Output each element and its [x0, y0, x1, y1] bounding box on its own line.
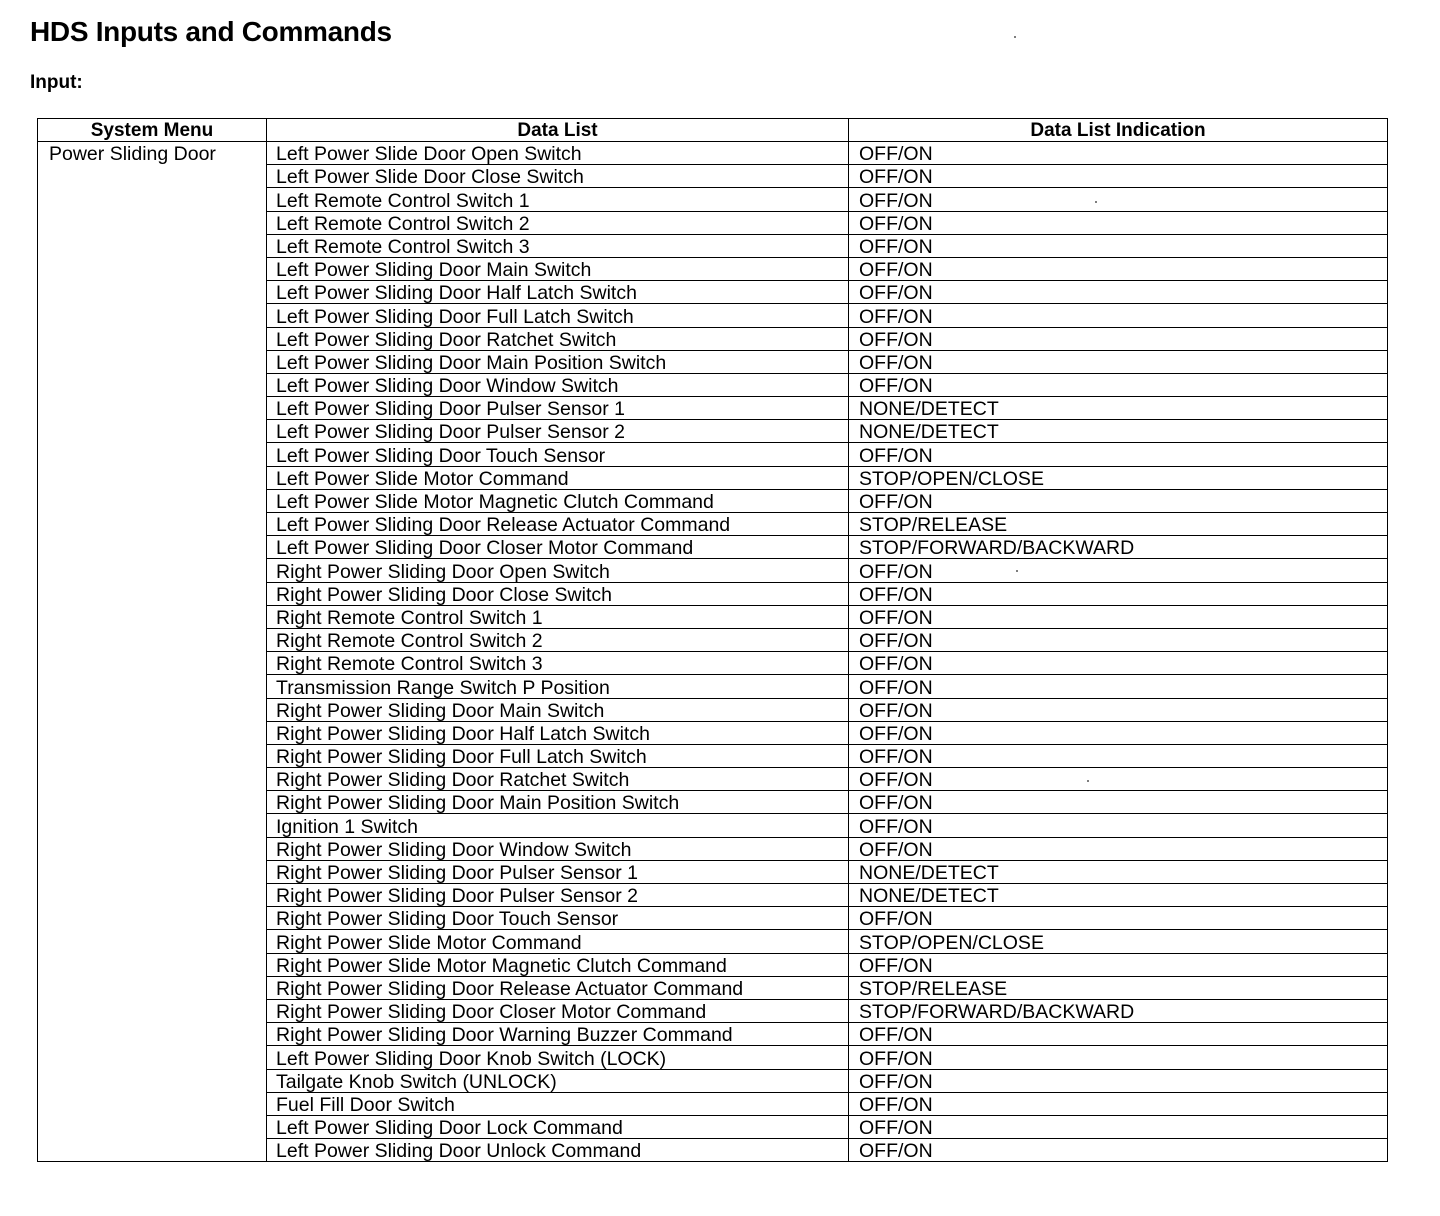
data-list-item: Left Power Sliding Door Closer Motor Command — [267, 536, 849, 559]
header-system-menu: System Menu — [38, 119, 267, 142]
data-list-item: Left Power Sliding Door Half Latch Switch — [267, 281, 849, 304]
data-list-indication: OFF/ON — [849, 953, 1388, 976]
data-list-indication: OFF/ON — [849, 744, 1388, 767]
data-list-item: Right Power Sliding Door Ratchet Switch — [267, 768, 849, 791]
data-list-item: Left Power Sliding Door Touch Sensor — [267, 443, 849, 466]
data-list-item: Right Power Sliding Door Main Switch — [267, 698, 849, 721]
data-list-indication: OFF/ON — [849, 791, 1388, 814]
data-list-item: Left Power Sliding Door Window Switch — [267, 373, 849, 396]
system-menu-cell: Power Sliding Door — [38, 142, 267, 1162]
data-list-item: Right Power Sliding Door Window Switch — [267, 837, 849, 860]
data-list-indication: OFF/ON — [849, 582, 1388, 605]
data-list-indication: STOP/OPEN/CLOSE — [849, 930, 1388, 953]
data-list-indication: STOP/FORWARD/BACKWARD — [849, 999, 1388, 1022]
data-list-indication: OFF/ON — [849, 1046, 1388, 1069]
data-list-item: Left Power Sliding Door Main Position Switch — [267, 350, 849, 373]
data-list-indication: OFF/ON — [849, 188, 1388, 211]
scan-speck — [1095, 201, 1097, 203]
data-list-item: Left Power Sliding Door Lock Command — [267, 1115, 849, 1138]
scan-speck — [1087, 780, 1089, 782]
scan-speck — [1016, 570, 1018, 572]
data-list-item: Right Remote Control Switch 1 — [267, 605, 849, 628]
table-body — [38, 142, 1388, 1162]
header-data-list-indication: Data List Indication — [849, 119, 1388, 142]
data-list-indication: OFF/ON — [849, 327, 1388, 350]
data-list-item: Left Power Sliding Door Pulser Sensor 1 — [267, 397, 849, 420]
data-list-item: Left Power Sliding Door Pulser Sensor 2 — [267, 420, 849, 443]
data-list-indication: OFF/ON — [849, 675, 1388, 698]
data-list-indication: OFF/ON — [849, 1092, 1388, 1115]
header-data-list: Data List — [267, 119, 849, 142]
page-title: HDS Inputs and Commands — [30, 16, 392, 47]
data-list-item: Transmission Range Switch P Position — [267, 675, 849, 698]
data-list-item: Left Power Sliding Door Main Switch — [267, 257, 849, 280]
data-list-indication: NONE/DETECT — [849, 884, 1388, 907]
data-list-item: Right Power Sliding Door Touch Sensor — [267, 907, 849, 930]
data-list-item: Left Remote Control Switch 3 — [267, 234, 849, 257]
table-header-row — [38, 119, 1388, 142]
data-list-indication: OFF/ON — [849, 234, 1388, 257]
data-list-item: Right Power Slide Motor Magnetic Clutch Command — [267, 953, 849, 976]
data-list-indication: OFF/ON — [849, 350, 1388, 373]
data-list-item: Fuel Fill Door Switch — [267, 1092, 849, 1115]
data-list-item: Left Power Slide Door Open Switch — [267, 142, 849, 165]
data-list-item: Right Power Sliding Door Half Latch Switch — [267, 721, 849, 744]
data-list-item: Left Remote Control Switch 2 — [267, 211, 849, 234]
data-list-indication: OFF/ON — [849, 605, 1388, 628]
data-list-indication: OFF/ON — [849, 373, 1388, 396]
scan-speck — [1014, 36, 1016, 38]
data-list-item: Right Power Sliding Door Release Actuator Command — [267, 976, 849, 999]
data-list-indication: OFF/ON — [849, 211, 1388, 234]
data-list-indication: STOP/FORWARD/BACKWARD — [849, 536, 1388, 559]
data-list-item: Right Power Sliding Door Closer Motor Command — [267, 999, 849, 1022]
data-list-indication: STOP/OPEN/CLOSE — [849, 466, 1388, 489]
data-list-indication: OFF/ON — [849, 281, 1388, 304]
data-list-item: Left Power Sliding Door Unlock Command — [267, 1139, 849, 1162]
data-list-indication: NONE/DETECT — [849, 860, 1388, 883]
data-list-indication: NONE/DETECT — [849, 397, 1388, 420]
data-list-item: Right Power Sliding Door Pulser Sensor 2 — [267, 884, 849, 907]
data-list-item: Left Remote Control Switch 1 — [267, 188, 849, 211]
data-list-item: Right Power Sliding Door Open Switch — [267, 559, 849, 582]
data-list-indication: NONE/DETECT — [849, 420, 1388, 443]
data-list-item: Left Power Slide Door Close Switch — [267, 165, 849, 188]
data-list-item: Right Power Sliding Door Warning Buzzer Command — [267, 1023, 849, 1046]
data-list-indication: OFF/ON — [849, 559, 1388, 582]
data-list-indication: OFF/ON — [849, 1115, 1388, 1138]
data-list-indication: OFF/ON — [849, 907, 1388, 930]
data-list-indication: OFF/ON — [849, 721, 1388, 744]
data-list-item: Right Remote Control Switch 3 — [267, 652, 849, 675]
data-list-indication: OFF/ON — [849, 628, 1388, 651]
data-list-indication: OFF/ON — [849, 443, 1388, 466]
data-list-item: Right Remote Control Switch 2 — [267, 628, 849, 651]
data-list-item: Left Power Sliding Door Release Actuator Command — [267, 513, 849, 536]
data-list-indication: OFF/ON — [849, 489, 1388, 512]
data-list-indication: OFF/ON — [849, 165, 1388, 188]
data-list-indication: OFF/ON — [849, 698, 1388, 721]
data-list-indication: OFF/ON — [849, 837, 1388, 860]
data-list-item: Tailgate Knob Switch (UNLOCK) — [267, 1069, 849, 1092]
data-list-indication: OFF/ON — [849, 1023, 1388, 1046]
data-list-item: Right Power Sliding Door Full Latch Switch — [267, 744, 849, 767]
data-list-indication: OFF/ON — [849, 257, 1388, 280]
data-list-indication: OFF/ON — [849, 142, 1388, 165]
data-list-indication: STOP/RELEASE — [849, 976, 1388, 999]
data-list-item: Left Power Slide Motor Magnetic Clutch Command — [267, 489, 849, 512]
data-list-indication: OFF/ON — [849, 814, 1388, 837]
section-label-input: Input: — [30, 72, 83, 93]
table-row — [38, 142, 1388, 165]
hds-data-table — [37, 118, 1388, 1162]
data-list-indication: OFF/ON — [849, 652, 1388, 675]
data-list-indication: OFF/ON — [849, 768, 1388, 791]
data-list-item: Right Power Sliding Door Close Switch — [267, 582, 849, 605]
data-list-item: Left Power Slide Motor Command — [267, 466, 849, 489]
data-list-item: Right Power Sliding Door Pulser Sensor 1 — [267, 860, 849, 883]
data-list-indication: OFF/ON — [849, 1139, 1388, 1162]
data-list-indication: OFF/ON — [849, 304, 1388, 327]
data-list-item: Ignition 1 Switch — [267, 814, 849, 837]
data-list-item: Left Power Sliding Door Knob Switch (LOCK) — [267, 1046, 849, 1069]
data-list-indication: OFF/ON — [849, 1069, 1388, 1092]
data-list-item: Left Power Sliding Door Ratchet Switch — [267, 327, 849, 350]
data-list-item: Right Power Sliding Door Main Position Switch — [267, 791, 849, 814]
data-list-indication: STOP/RELEASE — [849, 513, 1388, 536]
data-list-item: Right Power Slide Motor Command — [267, 930, 849, 953]
data-list-item: Left Power Sliding Door Full Latch Switch — [267, 304, 849, 327]
